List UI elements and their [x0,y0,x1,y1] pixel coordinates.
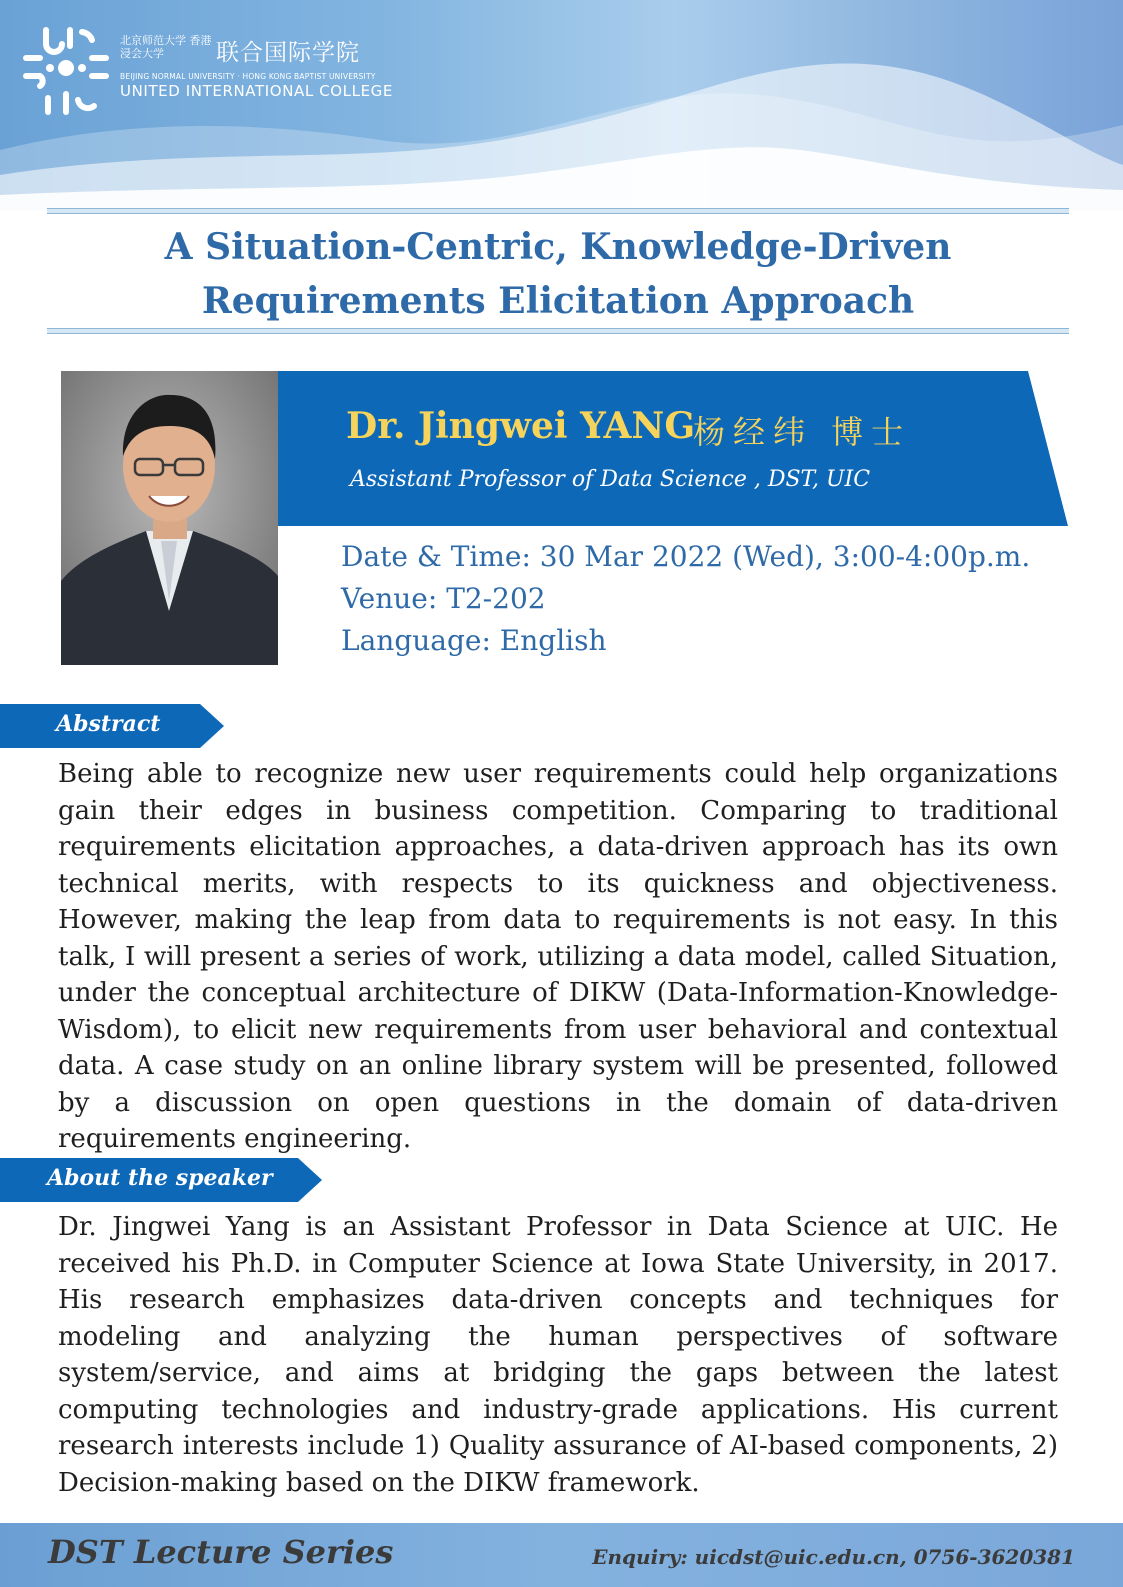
footer-series: DST Lecture Series [48,1533,394,1571]
speaker-role: Assistant Professor of Data Science , DST, UIC [350,467,871,492]
event-venue: Venue: T2-202 [341,582,546,615]
logo-english-universities: BEIJING NORMAL UNIVERSITY · HONG KONG BAPTIST UNIVERSITY [120,72,376,81]
logo-chinese-college: 联合国际学院 [216,40,360,66]
speaker-name-chinese: 杨经纬 博士 [693,413,912,451]
header-banner [0,0,1123,210]
footer-bar [0,1523,1123,1587]
talk-title-line1: A Situation-Centric, Knowledge-Driven [164,226,952,268]
uic-logo [18,22,398,122]
logo-chinese-universities: 北京师范大学 香港浸会大学 [120,34,212,60]
talk-title-line2: Requirements Elicitation Approach [201,280,915,322]
logo-english-college: UNITED INTERNATIONAL COLLEGE [120,82,393,100]
uic-logo-icon [18,22,114,118]
speaker-name: Dr. Jingwei YANG [346,405,696,447]
event-language: Language: English [341,624,607,657]
abstract-label: Abstract [56,711,161,737]
title-rule-top [47,208,1069,214]
talk-title [47,220,1069,328]
title-rule-bottom [47,328,1069,334]
footer-enquiry: Enquiry: uicdst@uic.edu.cn, 0756-3620381 [592,1545,1075,1569]
about-text: Dr. Jingwei Yang is an Assistant Professor in Data Science at UIC. He received his Ph.D. in Computer Science at Iowa State University, in 2017. His research emphasizes data-driven concepts and techniques for modeling and analyzing the human perspectives of software system/service, and aims at bridging the gaps between the latest computing technologies and industry-grade applications. His current research interests include 1) Quality assurance of AI-based components, 2) Decision-making based on the DIKW framework. [58,1212,1058,1498]
abstract-text: Being able to recognize new user requirements could help organizations gain their edges in business competition. Comparing to traditional requirements elicitation approaches, a data-driven approach has its own technical merits, with respects to its quickness and objectiveness. However, making the leap from data to requirements is not easy. In this talk, I will present a series of work, utilizing a data model, called Situation, under the conceptual architecture of DIKW (Data-Information-Knowledge-Wisdom), to elicit new requirements from user behavioral and contextual data. A case study on an online library system will be presented, followed by a discussion on open questions in the domain of data-driven requirements engineering. [58,759,1058,1154]
about-label: About the speaker [47,1165,273,1191]
speaker-banner [278,371,1068,526]
speaker-photo [61,371,278,665]
event-datetime: Date & Time: 30 Mar 2022 (Wed), 3:00-4:00p.m. [341,540,1031,573]
